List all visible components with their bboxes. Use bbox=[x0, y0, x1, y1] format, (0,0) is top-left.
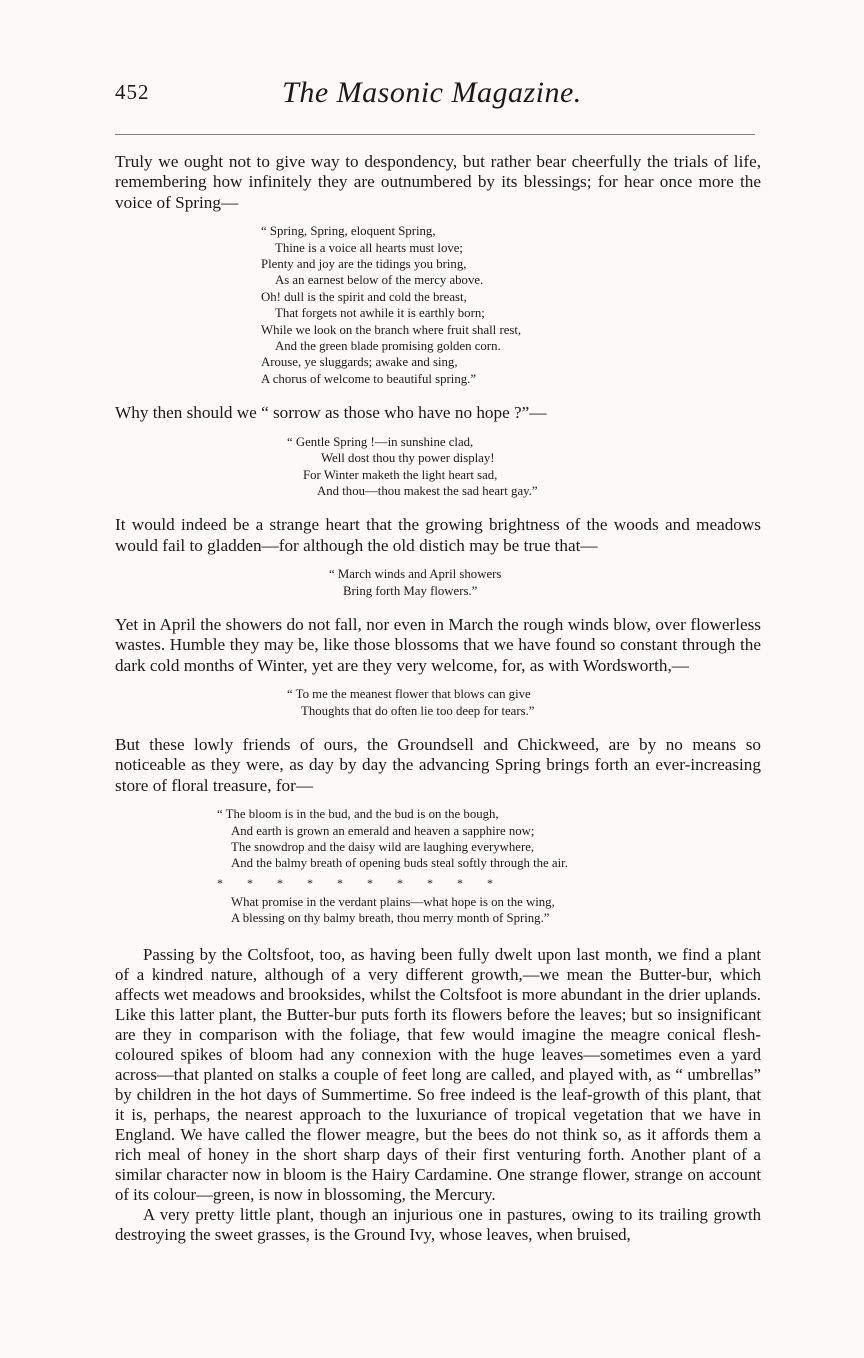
verse-line: Well dost thou thy power display! bbox=[321, 451, 495, 466]
asterisk-divider: * * * * * * * * * * bbox=[217, 875, 493, 890]
verse-line: A blessing on thy balmy breath, thou merry month of Spring.” bbox=[231, 911, 550, 926]
verse-line: And earth is grown an emerald and heaven a sapphire now; bbox=[231, 823, 535, 838]
verse-line: What promise in the verdant plains—what hope is on the wing, bbox=[231, 894, 555, 909]
verse-line: That forgets not awhile it is earthly born; bbox=[275, 306, 485, 321]
header-rule bbox=[115, 134, 755, 135]
verse-wordsworth bbox=[287, 686, 761, 719]
verse-line: A chorus of welcome to beautiful spring.” bbox=[261, 371, 477, 386]
verse-line: Arouse, ye sluggards; awake and sing, bbox=[261, 355, 458, 370]
paragraph-4: Yet in April the showers do not fall, nor even in March the rough winds blow, over flowerless wastes. Humble they may be, like those blossoms that we have found so constant through the dark cold months of Winter, yet are they very welcome, for, as with Wordsworth,— bbox=[115, 614, 761, 675]
verse-line: “ March winds and April showers bbox=[329, 567, 502, 582]
verse-line: The snowdrop and the daisy wild are laughing everywhere, bbox=[231, 840, 535, 854]
paragraph-1: Truly we ought not to give way to despondency, but rather bear cheerfully the trials of life, remembering how infinitely they are outnumbered by its blessings; for hear once more the voice of Spring— bbox=[115, 152, 761, 212]
verse-line: Plenty and joy are the tidings you bring, bbox=[261, 257, 467, 272]
verse-line: “ Gentle Spring !—in sunshine clad, bbox=[287, 434, 474, 449]
paragraph-6: Passing by the Coltsfoot, too, as having been fully dwelt upon last month, we find a plant of a kindred nature, although of a very different growth,—we mean the Butter-bur, which affects wet meadows and brooksides, whilst the Coltsfoot is more abundant in the drier uplands. Like this latter plant, the Butter-bur puts forth its flowers before the leaves; but so insignificant are they in comparison with the foliage, that few would imagine the meagre conical flesh-coloured spikes of bloom had any connexion with the huge leaves—sometimes even a yard across—that planted on stalks a couple of feet long are called, and played with, as “ umbrellas” by children in the hot days of Summertime. So free indeed is the leaf-growth of this plant, that it is, perhaps, the nearest approach to the luxuriance of tropical vegetation that we have in England. We have called the flower meagre, but the bees do not think so, as it affords them a rich meal of honey in the short sharp days of their first venturing forth. Another plant of a similar character now in bloom is the Hairy Cardamine. One strange flower, strange on account of its colour—green, is now in blossoming, the Mercury. bbox=[115, 944, 761, 1204]
paragraph-2: Why then should we “ sorrow as those who have no hope ?”— bbox=[115, 403, 547, 423]
verse-line: And the green blade promising golden corn. bbox=[275, 339, 501, 354]
article-body bbox=[115, 152, 761, 1245]
verse-gentle-spring bbox=[287, 434, 761, 500]
running-title: The Masonic Magazine. bbox=[282, 76, 582, 109]
page-number: 452 bbox=[115, 80, 150, 104]
verse-line: While we look on the branch where fruit shall rest, bbox=[261, 322, 522, 337]
verse-line: And the balmy breath of opening buds steal softly through the air. bbox=[231, 856, 568, 871]
paragraph-7: A very pretty little plant, though an injurious one in pastures, owing to its trailing growth destroying the sweet grasses, is the Ground Ivy, whose leaves, when bruised, bbox=[115, 1204, 761, 1244]
paragraph-3: It would indeed be a strange heart that the growing brightness of the woods and meadows would fail to gladden—for although the old distich may be true that— bbox=[115, 515, 761, 555]
verse-line: Bring forth May flowers.” bbox=[343, 583, 478, 598]
verse-distich bbox=[329, 566, 761, 599]
verse-line: “ To me the meanest flower that blows can give bbox=[287, 687, 531, 702]
verse-bloom bbox=[217, 806, 761, 926]
verse-line: And thou—thou makest the sad heart gay.” bbox=[317, 483, 538, 498]
verse-line: “ The bloom is in the bud, and the bud is on the bough, bbox=[217, 807, 499, 822]
verse-line: “ Spring, Spring, eloquent Spring, bbox=[261, 224, 436, 239]
verse-line: As an earnest below of the mercy above. bbox=[275, 273, 484, 288]
verse-line: For Winter maketh the light heart sad, bbox=[303, 467, 498, 482]
verse-line: Thoughts that do often lie too deep for tears.” bbox=[301, 703, 535, 718]
verse-line: Oh! dull is the spirit and cold the breast, bbox=[261, 289, 467, 304]
verse-line: Thine is a voice all hearts must love; bbox=[275, 240, 463, 255]
verse-spring bbox=[261, 223, 761, 387]
paragraph-5: But these lowly friends of ours, the Groundsell and Chickweed, are by no means so noticeable as they were, as day by day the advancing Spring brings forth an ever-increasing store of floral treasure, for— bbox=[115, 734, 761, 795]
